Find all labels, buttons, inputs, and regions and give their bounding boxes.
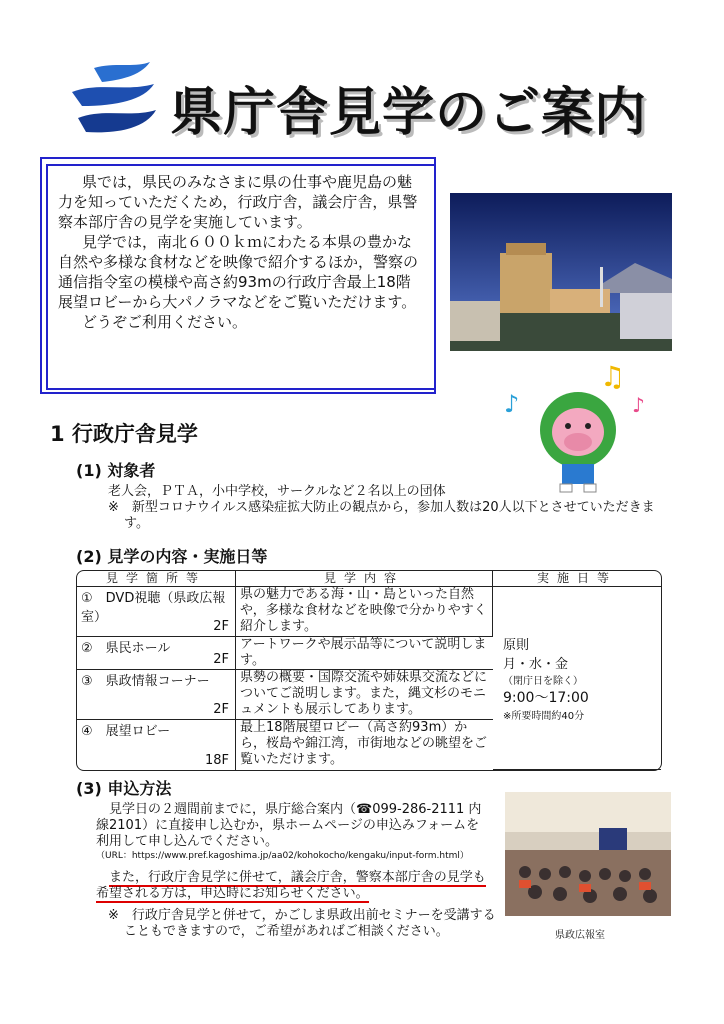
target-description: 老人会，ＰＴＡ，小中学校，サークルなど２名以上の団体 (108, 484, 446, 499)
content-cell: 最上18階展望ロビー（高さ約93m）から，桜島や錦江湾，市街地などの眺望をご覧いただけます。 (240, 720, 488, 767)
svg-text:♪: ♪ (632, 393, 645, 417)
schedule-cell (493, 587, 661, 770)
mascot-character-illustration (500, 360, 650, 500)
content-cell: 県の魅力である海・山・島といった自然や，多様な食材などを映像で分かりやすく紹介します。 (236, 587, 493, 637)
column-header-place: 見学箇所等 (77, 571, 236, 587)
target-note: ※ 新型コロナウイルス感染症拡大防止の観点から，参加人数は20人以下とさせていただきます。 (108, 500, 655, 531)
table-header-row (77, 571, 661, 587)
column-header-content: 見学内容 (236, 571, 493, 587)
schedule-exclusion: （閉庁日を除く） (503, 676, 583, 687)
table-row (77, 587, 661, 637)
svg-text:♪: ♪ (504, 390, 520, 418)
tour-schedule-table (76, 570, 662, 771)
floor-label: 18F (204, 753, 229, 768)
prefecture-logo (64, 58, 158, 146)
floor-label: 2F (213, 619, 229, 634)
intro-paragraph: 県では，県民のみなさまに県の仕事や鹿児島の魅力を知っていただくため，行政庁舎，議会庁舎，県警察本部庁舎の見学を実施しています。 (58, 173, 418, 231)
floor-label: 2F (213, 652, 229, 667)
seminar-note: ※ 行政庁舎見学と併せて，かごしま県政出前セミナーを受講することもできますので，ご希望があればご相談ください。 (108, 908, 496, 939)
schedule-days: 月・水・金 (503, 657, 569, 672)
svg-text:♫: ♫ (600, 360, 626, 393)
place-cell (77, 720, 236, 770)
place-name: ④ 展望ロビー (81, 724, 171, 739)
page-title: 県庁舎見学のご案内 (170, 83, 648, 143)
schedule-hours: 9:00～17:00 (503, 690, 589, 706)
schedule-duration: ※所要時間約40分 (503, 711, 585, 722)
intro-paragraph: どうぞご利用ください。 (82, 313, 248, 331)
subsection-content-heading: (2) 見学の内容・実施日等 (76, 547, 268, 566)
briefing-room-photo (505, 792, 671, 916)
intro-text (58, 172, 418, 332)
floor-label: 2F (213, 702, 229, 717)
place-name: ① DVD視聴（県政広報室） (81, 591, 226, 625)
content-cell: 県勢の概要・国際交流や姉妹県交流などについてご説明します。また，縄文杉のモニュメントも展示してあります。 (236, 670, 493, 720)
application-url: （URL：https://www.pref.kagoshima.jp/aa02/kohokocho/kengaku/input-form.html） (96, 851, 469, 861)
content-cell: アートワークや展示品等について説明します。 (236, 637, 493, 670)
photo-caption: 県政広報室 (555, 930, 605, 941)
application-instructions: 見学日の２週間前までに，県庁総合案内（☎099-286-2111 内線2101）に直接申し込むか，県ホームページの申込みフォームを利用して申し込んでください。 (96, 802, 482, 849)
place-name: ③ 県政情報コーナー (81, 674, 210, 689)
place-cell (77, 670, 236, 720)
column-header-schedule: 実施日等 (493, 571, 661, 587)
place-cell (77, 637, 236, 670)
intro-paragraph: 見学では，南北６００ｋｍにわたる本県の豊かな自然や多様な食材などを映像で紹介するほか，警察の通信指令室の模様や高さ約93mの行政庁舎最上18階展望ロビーから大パノラマなどをご覧いただけます。 (58, 233, 419, 311)
section-1-heading: 1 行政庁舎見学 (50, 422, 198, 446)
place-name: ② 県民ホール (81, 641, 171, 656)
place-cell (77, 587, 236, 637)
subsection-target-heading: (1) 対象者 (76, 461, 156, 480)
schedule-principle: 原則 (503, 638, 530, 653)
application-additional-note (96, 870, 491, 902)
prefectural-building-photo (450, 193, 672, 351)
subsection-application-heading: (3) 申込方法 (76, 779, 172, 798)
underlined-text: また，行政庁舎見学に併せて，議会庁舎，警察本部庁舎の見学も希望される方は，申込時にお知らせください。 (96, 870, 486, 901)
